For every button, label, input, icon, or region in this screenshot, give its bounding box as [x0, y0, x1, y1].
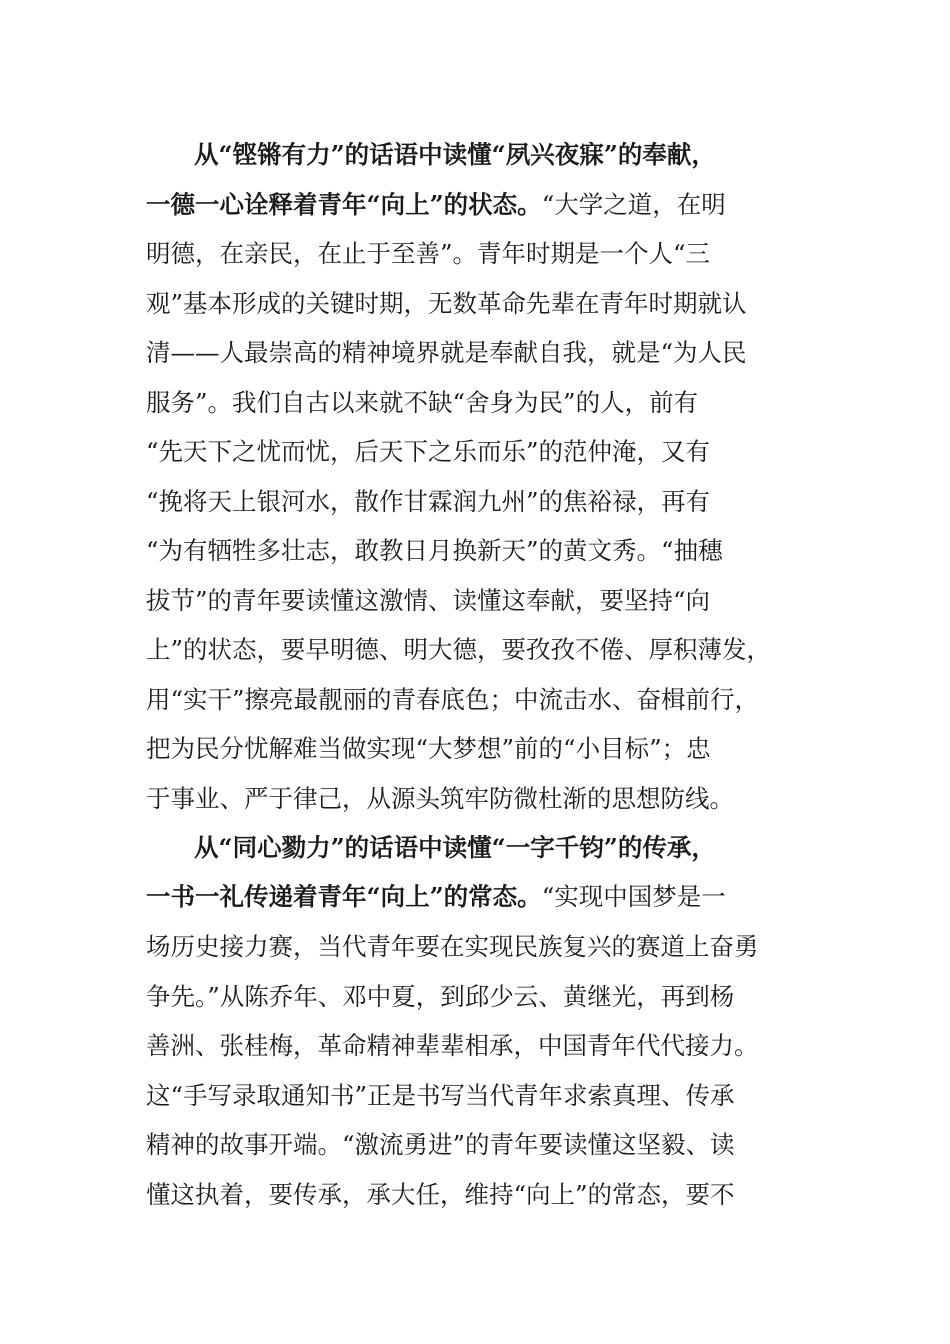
body-text: 拔节”的青年要读懂这激情、读懂这奉献，要坚持“向	[146, 586, 711, 615]
paragraph-line	[146, 731, 806, 767]
body-text: 争先。”从陈乔年、邓中夏，到邱少云、黄继光，再到杨	[146, 982, 735, 1011]
body-text: 善洲、张桂梅，革命精神辈辈相承，中国青年代代接力。	[146, 1031, 759, 1060]
paragraph-line	[194, 830, 806, 866]
paragraph-line	[146, 1028, 806, 1064]
body-text: 清——人最崇高的精神境界就是奉献自我，就是“为人民	[146, 338, 747, 367]
body-text: “实现中国梦是一	[541, 882, 726, 911]
bold-heading-text: 从“铿锵有力”的话语中读懂“夙兴夜寐”的奉献，	[194, 140, 716, 169]
body-text: “先天下之忧而忧，后天下之乐而乐”的范仲淹，又有	[146, 437, 711, 466]
body-text: 明德，在亲民，在止于至善”。青年时期是一个人“三	[146, 239, 711, 268]
paragraph-line	[146, 879, 806, 915]
body-text: 服务”。我们自古以来就不缺“舍身为民”的人，前有	[146, 388, 699, 417]
paragraph-line	[146, 187, 806, 223]
body-text: 把为民分忧解难当做实现“大梦想”前的“小目标”；忠	[146, 734, 711, 763]
body-text: 这“手写录取通知书”正是书写当代青年求索真理、传承	[146, 1081, 735, 1110]
body-text: 场历史接力赛，当代青年要在实现民族复兴的赛道上奋勇	[146, 932, 759, 961]
paragraph-line	[146, 484, 806, 520]
body-text: 于事业、严于律己，从源头筑牢防微杜渐的思想防线。	[146, 784, 734, 813]
paragraph-line	[146, 1078, 806, 1114]
body-text: 上”的状态，要早明德、明大德，要孜孜不倦、厚积薄发，	[146, 635, 772, 664]
paragraph-line	[146, 1177, 806, 1213]
body-text: 观”基本形成的关键时期，无数革命先辈在青年时期就认	[146, 289, 747, 318]
paragraph-line	[146, 434, 806, 470]
body-text: 懂这执着，要传承，承大任，维持“向上”的常态，要不	[146, 1180, 735, 1209]
bold-heading-text: 一书一礼传递着青年“向上”的常态。	[146, 882, 542, 911]
paragraph-line	[146, 979, 806, 1015]
body-text: “为有牺牲多壮志，敢教日月换新天”的黄文秀。“抽穗	[146, 536, 723, 565]
paragraph-line	[146, 286, 806, 322]
paragraph-line	[146, 236, 806, 272]
paragraph-line	[146, 632, 806, 668]
paragraph-line	[146, 583, 806, 619]
paragraph-line	[146, 929, 806, 965]
body-text: “挽将天上银河水，散作甘霖润九州”的焦裕禄，再有	[146, 487, 711, 516]
paragraph-line	[146, 1127, 806, 1163]
bold-heading-text: 从“同心勠力”的话语中读懂“一字千钧”的传承，	[194, 833, 716, 862]
body-text: 用“实干”擦亮最靓丽的青春底色；中流击水、奋楫前行，	[146, 685, 760, 714]
paragraph-line	[194, 137, 806, 173]
bold-heading-text: 一德一心诠释着青年“向上”的状态。	[146, 190, 542, 219]
paragraph-line	[146, 335, 806, 371]
body-text: “大学之道，在明	[541, 190, 726, 219]
paragraph-line	[146, 533, 806, 569]
body-text: 精神的故事开端。“激流勇进”的青年要读懂这坚毅、读	[146, 1130, 735, 1159]
paragraph-line	[146, 682, 806, 718]
paragraph-line	[146, 385, 806, 421]
paragraph-line	[146, 781, 806, 817]
